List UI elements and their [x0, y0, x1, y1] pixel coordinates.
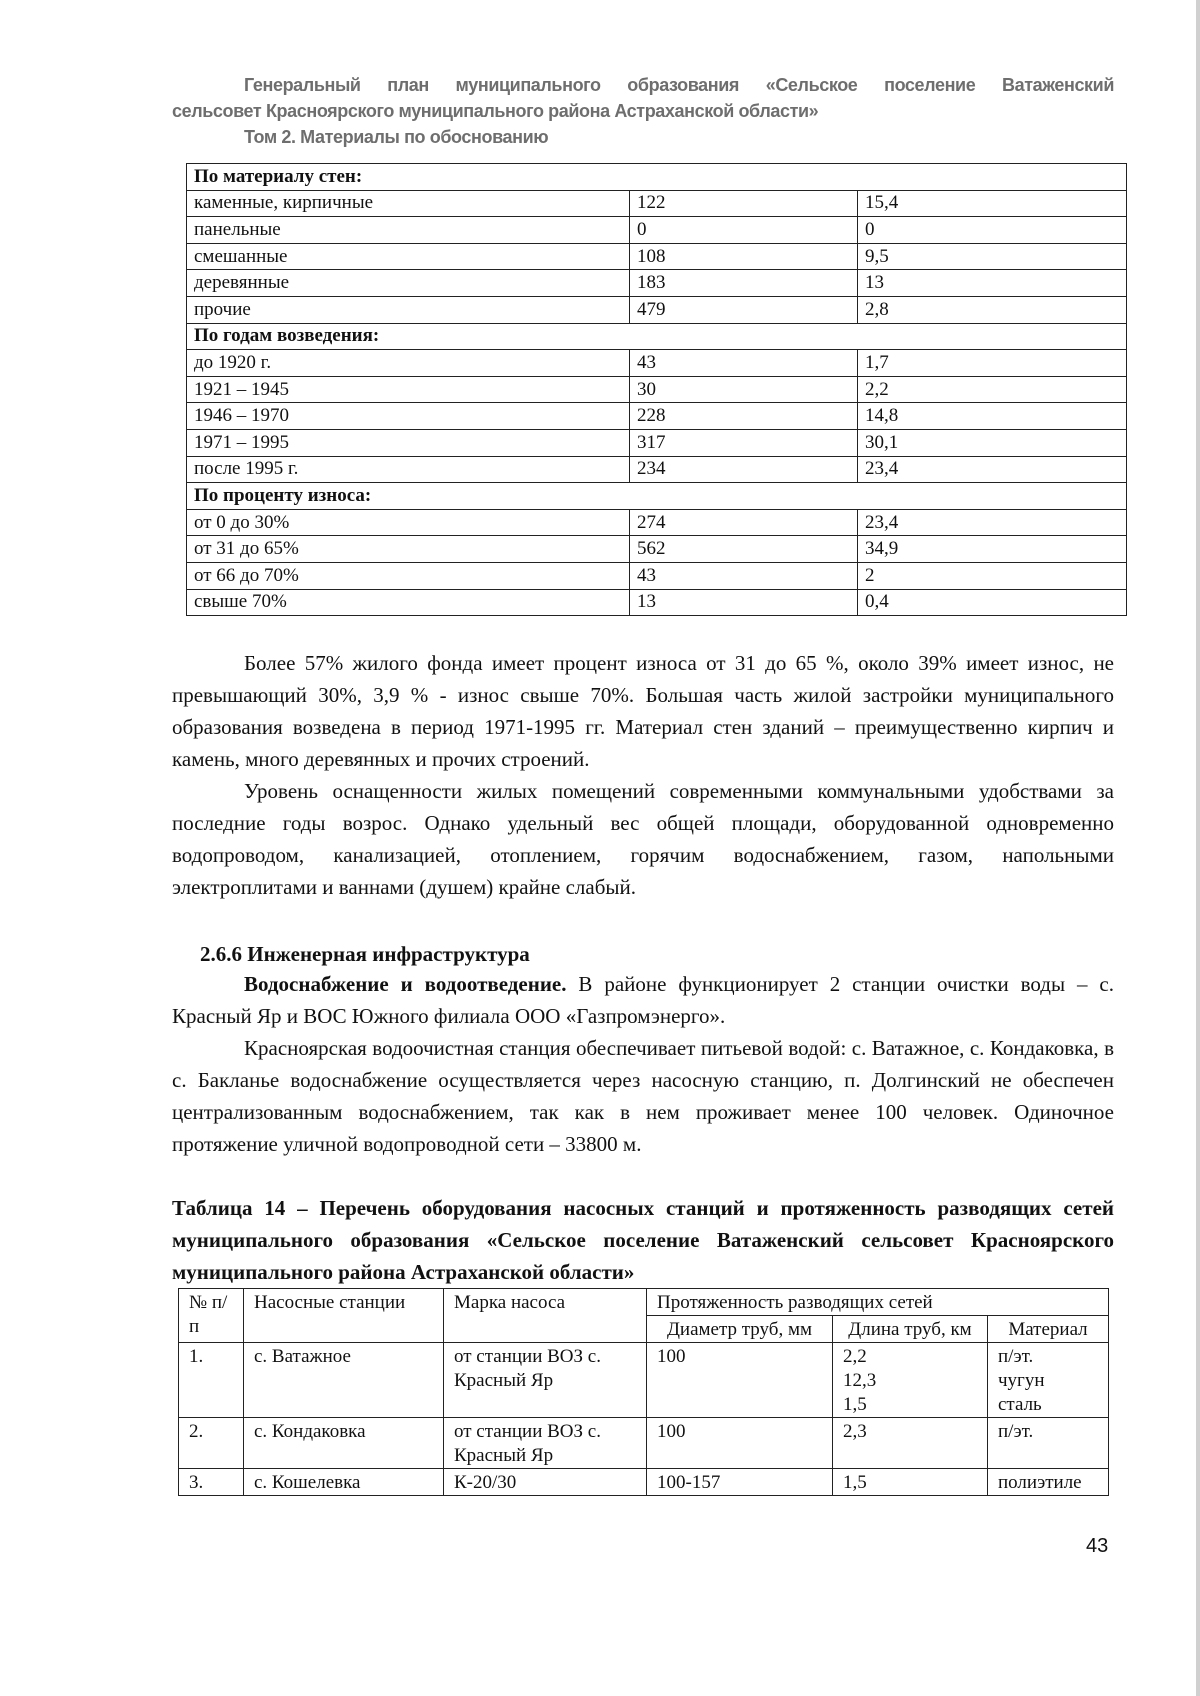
row-percent: 34,9 [858, 536, 1127, 563]
row-label: 1971 – 1995 [187, 429, 630, 456]
row-label: прочие [187, 296, 630, 323]
row-percent: 14,8 [858, 403, 1127, 430]
row-label: от 66 до 70% [187, 562, 630, 589]
row-count: 0 [630, 217, 858, 244]
cell-material [988, 1418, 1109, 1469]
row-count: 234 [630, 456, 858, 483]
row-label: каменные, кирпичные [187, 190, 630, 217]
cell-pump: от станции ВОЗ с. Красный Яр [444, 1343, 647, 1418]
table-row [187, 562, 1127, 589]
row-percent: 0 [858, 217, 1127, 244]
table-row [187, 536, 1127, 563]
table-row [187, 403, 1127, 430]
row-count: 274 [630, 509, 858, 536]
row-count: 43 [630, 350, 858, 377]
paragraph-water-station: Красноярская водоочистная станция обеспечивает питьевой водой: с. Ватажное, с. Кондаковка, в с. Бакланье водоснабжение осуществляется через насосную станцию, п. Долгинский не обеспечен централизованным водоснабжением, так как в нем проживает менее 100 человек. Одиночное протяжение уличной водопроводной сети – 33800 м. [172, 1036, 1114, 1156]
table-row [187, 270, 1127, 297]
cell-length [833, 1469, 988, 1496]
cell-num: 1. [179, 1343, 244, 1418]
header-line-2: сельсовет Красноярского муниципального района Астраханской области» [172, 101, 819, 121]
housing-stock-table [186, 163, 1127, 616]
row-label: после 1995 г. [187, 456, 630, 483]
header-line-3: Том 2. Материалы по обоснованию [244, 127, 549, 147]
header-pump: Марка насоса [444, 1289, 647, 1343]
cell-length [833, 1418, 988, 1469]
table-header-row [179, 1289, 1109, 1316]
paragraph-water-supply [172, 968, 1114, 1032]
section-title: По материалу стен: [187, 164, 1127, 191]
cell-material-line: сталь [998, 1394, 1042, 1415]
table-row [187, 296, 1127, 323]
row-percent: 0,4 [858, 589, 1127, 616]
cell-length-line: 12,3 [843, 1370, 877, 1391]
document-header [172, 72, 1114, 150]
row-count: 13 [630, 589, 858, 616]
section-title: По проценту износа: [187, 483, 1127, 510]
paragraph-water-supply-lead: Водоснабжение и водоотведение. [244, 972, 567, 996]
row-label: панельные [187, 217, 630, 244]
row-percent: 23,4 [858, 456, 1127, 483]
row-percent: 1,7 [858, 350, 1127, 377]
row-label: до 1920 г. [187, 350, 630, 377]
cell-length [833, 1343, 988, 1418]
row-label: от 31 до 65% [187, 536, 630, 563]
row-count: 479 [630, 296, 858, 323]
row-percent: 13 [858, 270, 1127, 297]
cell-diameter: 100 [647, 1343, 833, 1418]
table-section-row [187, 483, 1127, 510]
cell-length-line: 1,5 [843, 1472, 867, 1493]
row-label: смешанные [187, 243, 630, 270]
row-percent: 2 [858, 562, 1127, 589]
cell-length-line: 1,5 [843, 1394, 867, 1415]
row-percent: 2,2 [858, 376, 1127, 403]
page-edge-shadow [1196, 0, 1200, 1696]
page-number: 43 [1086, 1535, 1109, 1557]
table-row [179, 1418, 1109, 1469]
pump-stations-table [178, 1288, 1109, 1496]
row-label: 1921 – 1945 [187, 376, 630, 403]
header-diameter: Диаметр труб, мм [647, 1316, 833, 1343]
cell-num: 3. [179, 1469, 244, 1496]
row-label: 1946 – 1970 [187, 403, 630, 430]
cell-pump: К-20/30 [444, 1469, 647, 1496]
header-material: Материал [988, 1316, 1109, 1343]
table-row [187, 589, 1127, 616]
row-count: 122 [630, 190, 858, 217]
header-station: Насосные станции [244, 1289, 444, 1343]
row-count: 108 [630, 243, 858, 270]
table-row [187, 456, 1127, 483]
cell-num: 2. [179, 1418, 244, 1469]
table-row [187, 350, 1127, 377]
cell-length-line: 2,3 [843, 1421, 867, 1442]
row-percent: 2,8 [858, 296, 1127, 323]
cell-length-line: 2,2 [843, 1346, 867, 1367]
cell-station: с. Кондаковка [244, 1418, 444, 1469]
table-row [187, 429, 1127, 456]
table-row [179, 1343, 1109, 1418]
row-label: деревянные [187, 270, 630, 297]
table-caption: Таблица 14 – Перечень оборудования насосных станций и протяженность разводящих сетей муниципального образования «Сельское поселение Ватаженский сельсовет Красноярского муниципального района Астраханской области» [172, 1196, 1114, 1284]
table-section-row [187, 323, 1127, 350]
table-row [187, 376, 1127, 403]
cell-material-line: п/эт. [998, 1346, 1034, 1367]
row-count: 317 [630, 429, 858, 456]
table-row [187, 243, 1127, 270]
table-row [179, 1469, 1109, 1496]
row-count: 183 [630, 270, 858, 297]
cell-material [988, 1343, 1109, 1418]
cell-material-line: полиэтиле [998, 1472, 1082, 1493]
paragraph-wear: Более 57% жилого фонда имеет процент износа от 31 до 65 %, около 39% имеет износ, не превышающий 30%, 3,9 % - износ свыше 70%. Большая часть жилой застройки муниципального образования возведена в период 1971-1995 гг. Материал стен зданий – преимущественно кирпич и камень, много деревянных и прочих строений. [172, 651, 1114, 771]
row-count: 562 [630, 536, 858, 563]
header-line-1: Генеральный план муниципального образования «Сельское поселение Ватаженский [244, 75, 1114, 95]
row-count: 228 [630, 403, 858, 430]
paragraph-amenities: Уровень оснащенности жилых помещений современными коммунальными удобствами за последние годы возрос. Однако удельный вес общей площади, оборудованной одновременно водопроводом, канализацией, отоплением, горячим водоснабжением, газом, напольными электроплитами и ваннами (душем) крайне слабый. [172, 779, 1114, 899]
row-count: 30 [630, 376, 858, 403]
cell-material-line: п/эт. [998, 1421, 1034, 1442]
row-label: свыше 70% [187, 589, 630, 616]
cell-station: с. Ватажное [244, 1343, 444, 1418]
table-row [187, 217, 1127, 244]
row-percent: 9,5 [858, 243, 1127, 270]
table-row [187, 190, 1127, 217]
cell-material [988, 1469, 1109, 1496]
cell-material-line: чугун [998, 1370, 1045, 1391]
housing-paragraphs [172, 647, 1114, 903]
cell-diameter: 100 [647, 1418, 833, 1469]
paragraph-water-supply-text: В районе функционирует 2 станции очистки воды – с. Красный Яр и ВОС Южного филиала ООО «Газпромэнерго». [172, 972, 1114, 1028]
section-heading: 2.6.6 Инженерная инфраструктура [200, 942, 530, 966]
header-num: № п/п [179, 1289, 244, 1343]
row-percent: 30,1 [858, 429, 1127, 456]
row-count: 43 [630, 562, 858, 589]
row-percent: 23,4 [858, 509, 1127, 536]
water-paragraphs [172, 968, 1114, 1160]
section-title: По годам возведения: [187, 323, 1127, 350]
header-network: Протяженность разводящих сетей [647, 1289, 1109, 1316]
table-section-row [187, 164, 1127, 191]
header-length: Длина труб, км [833, 1316, 988, 1343]
row-percent: 15,4 [858, 190, 1127, 217]
cell-station: с. Кошелевка [244, 1469, 444, 1496]
row-label: от 0 до 30% [187, 509, 630, 536]
cell-diameter: 100-157 [647, 1469, 833, 1496]
cell-pump: от станции ВОЗ с. Красный Яр [444, 1418, 647, 1469]
table-row [187, 509, 1127, 536]
